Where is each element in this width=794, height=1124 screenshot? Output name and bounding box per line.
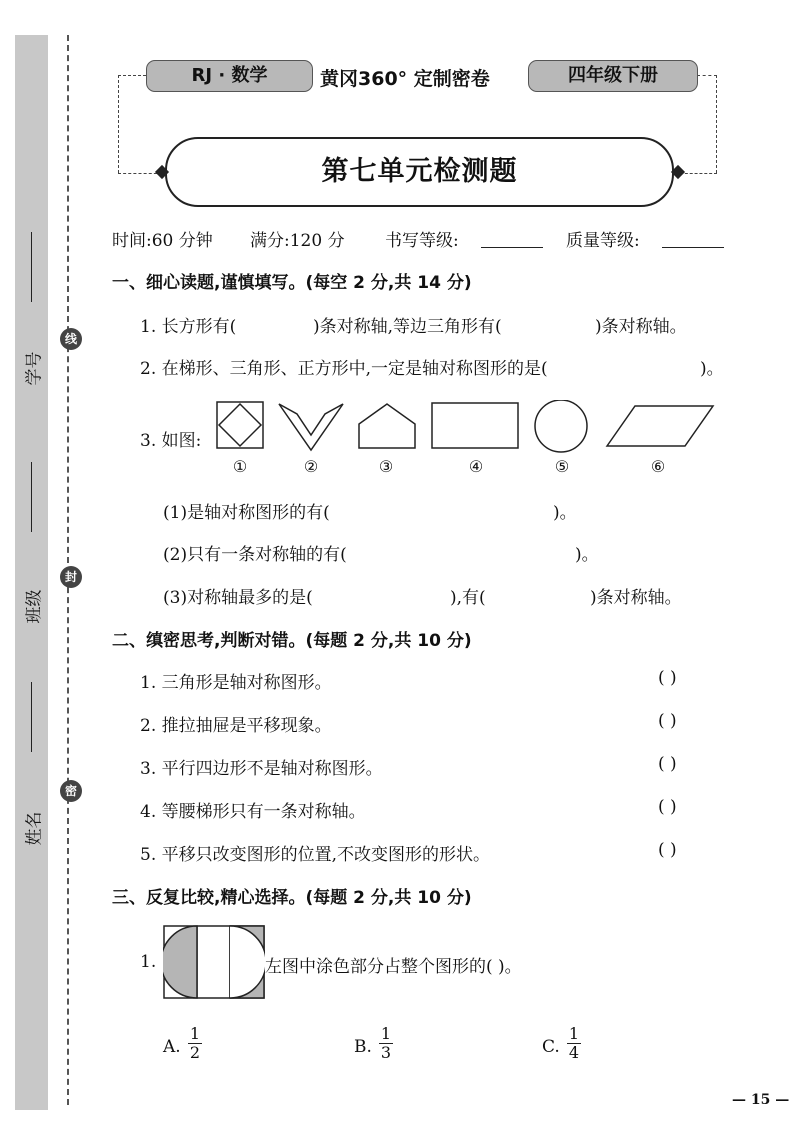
figure-v-shape — [279, 404, 343, 450]
option-b-fraction[interactable] — [377, 1025, 395, 1062]
section2-heading: 二、缜密思考,判断对错。(每题 2 分,共 10 分) — [112, 631, 472, 651]
tf-item-1: 1. 三角形是轴对称图形。 — [140, 673, 332, 693]
shape-figures — [215, 400, 715, 456]
tf-answer-4[interactable]: ( ) — [658, 797, 677, 817]
figure-label-1: ① — [232, 457, 248, 476]
q1-part-c: )条对称轴。 — [595, 317, 687, 337]
tf-answer-2[interactable]: ( ) — [658, 711, 677, 731]
sub3-part-a: (3)对称轴最多的是( — [163, 588, 313, 608]
header-dash-right-bottom — [680, 173, 717, 174]
binding-strip — [15, 35, 48, 1110]
q2-part-b: )。 — [700, 359, 724, 379]
option-c-fraction[interactable] — [565, 1025, 583, 1062]
option-b-denominator: 3 — [380, 1043, 392, 1062]
quality-grade-field[interactable] — [662, 233, 724, 248]
choice-q1-text: 左图中涂色部分占整个图形的( )。 — [265, 957, 522, 977]
tf-answer-3[interactable]: ( ) — [658, 754, 677, 774]
choice-q1-number: 1. — [140, 952, 157, 972]
option-c-numerator: 1 — [568, 1024, 580, 1043]
student-id-blank — [31, 232, 32, 302]
sub3-part-c: )条对称轴。 — [590, 588, 682, 608]
student-id-label: 学号 — [24, 351, 45, 386]
option-c-denominator: 4 — [568, 1043, 580, 1062]
figure-parallelogram — [607, 406, 713, 446]
figure-label-6: ⑥ — [650, 457, 666, 476]
seal-secret: 密 — [60, 780, 82, 802]
tf-item-4: 4. 等腰梯形只有一条对称轴。 — [140, 802, 366, 822]
figure-square-with-diamond — [217, 402, 263, 448]
tf-item-2: 2. 推拉抽屉是平移现象。 — [140, 716, 332, 736]
name-blank — [31, 682, 32, 752]
sub3-part-b: ),有( — [450, 588, 486, 608]
figure-label-3: ③ — [378, 457, 394, 476]
tf-answer-1[interactable]: ( ) — [658, 668, 677, 688]
option-b-numerator: 1 — [380, 1024, 392, 1043]
figure-circle — [535, 400, 587, 452]
figure-label-4: ④ — [468, 457, 484, 476]
sub2-part-a: (2)只有一条对称轴的有( — [163, 545, 347, 565]
series-title: 黄冈360° 定制密卷 — [320, 68, 490, 90]
figure-label-2: ② — [303, 457, 319, 476]
figure-rectangle — [432, 403, 518, 448]
writing-grade-field[interactable] — [481, 233, 543, 248]
score-info: 满分:120 分 — [250, 231, 345, 251]
sub1-part-b: )。 — [553, 503, 577, 523]
header-dash-left-vertical — [118, 75, 119, 173]
q1-part-a: 1. 长方形有( — [140, 317, 237, 337]
subject-pill: RJ · 数学 — [146, 60, 313, 92]
q1-part-b: )条对称轴,等边三角形有( — [313, 317, 502, 337]
writing-grade-label: 书写等级: — [385, 231, 459, 251]
shaded-figure — [163, 925, 265, 999]
header-dash-right — [697, 75, 717, 76]
seal-seal: 封 — [60, 566, 82, 588]
figure-label-5: ⑤ — [554, 457, 570, 476]
page-number: — 15 — — [732, 1092, 790, 1108]
class-label: 班级 — [24, 589, 45, 624]
header-dash-right-vertical — [716, 75, 717, 173]
tf-answer-5[interactable]: ( ) — [658, 840, 677, 860]
option-a-denominator: 2 — [189, 1043, 201, 1062]
quality-grade-label: 质量等级: — [566, 231, 640, 251]
tf-item-3: 3. 平行四边形不是轴对称图形。 — [140, 759, 383, 779]
class-blank — [31, 462, 32, 532]
option-a-letter[interactable]: A. — [163, 1037, 181, 1057]
header-dash-left — [118, 75, 146, 76]
option-b-letter[interactable]: B. — [354, 1037, 372, 1057]
tf-item-5: 5. 平移只改变图形的位置,不改变图形的形状。 — [140, 845, 491, 865]
section3-heading: 三、反复比较,精心选择。(每题 2 分,共 10 分) — [112, 888, 472, 908]
page-title: 第七单元检测题 — [165, 137, 674, 207]
sub2-part-b: )。 — [575, 545, 599, 565]
option-a-fraction[interactable] — [186, 1025, 204, 1062]
q2-part-a: 2. 在梯形、三角形、正方形中,一定是轴对称图形的是( — [140, 359, 548, 379]
seal-line: 线 — [60, 328, 82, 350]
section1-heading: 一、细心读题,谨慎填写。(每空 2 分,共 14 分) — [112, 273, 472, 293]
sub1-part-a: (1)是轴对称图形的有( — [163, 503, 330, 523]
option-a-numerator: 1 — [189, 1024, 201, 1043]
time-info: 时间:60 分钟 — [112, 231, 213, 251]
grade-pill: 四年级下册 — [528, 60, 698, 92]
option-c-letter[interactable]: C. — [542, 1037, 560, 1057]
name-label: 姓名 — [24, 811, 45, 846]
q3-label: 3. 如图: — [140, 431, 202, 451]
figure-pentagon — [359, 404, 415, 448]
